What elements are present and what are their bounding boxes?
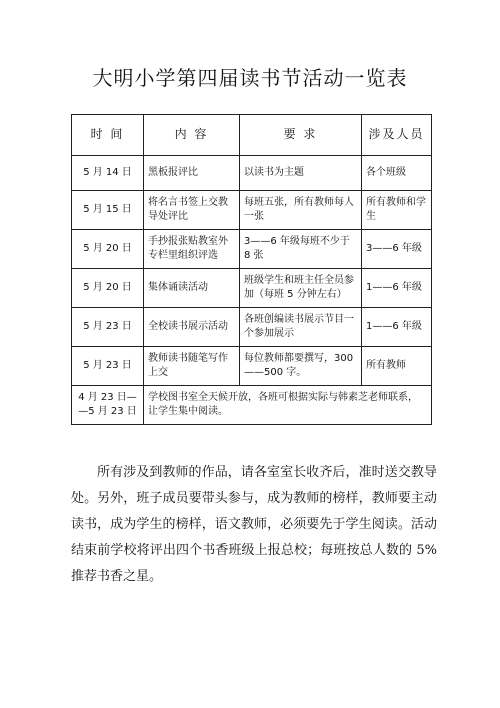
cell-date: 5 月 20 日 bbox=[72, 230, 144, 269]
table-row bbox=[72, 156, 432, 191]
table-row bbox=[72, 269, 432, 308]
cell-participants: 所有教师 bbox=[362, 347, 432, 386]
header-requirement: 要 求 bbox=[240, 115, 362, 156]
cell-requirement: 班级学生和班主任全员参加（每班 5 分钟左右） bbox=[240, 269, 362, 308]
cell-requirement: 各班创编读书展示节目一个参加展示 bbox=[240, 308, 362, 347]
header-date: 时 间 bbox=[72, 115, 144, 156]
cell-participants: 3——6 年级 bbox=[362, 230, 432, 269]
header-content: 内 容 bbox=[144, 115, 240, 156]
cell-requirement: 以读书为主题 bbox=[240, 156, 362, 191]
table-row bbox=[72, 347, 432, 386]
cell-content: 集体诵读活动 bbox=[144, 269, 240, 308]
cell-date: 5 月 14 日 bbox=[72, 156, 144, 191]
note-text: 学校图书室全天候开放，各班可根据实际与韩素芝老师联系，让学生集中阅读。 bbox=[144, 386, 432, 425]
note-date-end: —5 月 23 日 bbox=[78, 406, 137, 417]
table-row bbox=[72, 308, 432, 347]
table-row bbox=[72, 230, 432, 269]
cell-participants: 各个班级 bbox=[362, 156, 432, 191]
cell-content: 全校读书展示活动 bbox=[144, 308, 240, 347]
activity-table bbox=[71, 114, 432, 425]
cell-content: 黑板报评比 bbox=[144, 156, 240, 191]
cell-date: 5 月 23 日 bbox=[72, 347, 144, 386]
cell-content: 将名言书签上交教导处评比 bbox=[144, 191, 240, 230]
cell-date: 5 月 20 日 bbox=[72, 269, 144, 308]
cell-requirement: 3——6 年级每班不少于 8 张 bbox=[240, 230, 362, 269]
body-paragraph: 所有涉及到教师的作品，请各室室长收齐后，准时送交教导处。另外，班子成员要带头参与，成为教师的榜样，教师要主动读书，成为学生的榜样，语文教师，必须要先于学生阅读。活动结束前学校将评出四个书香班级上报总校；每班按总人数的 5%推荐书香之星。 bbox=[71, 465, 437, 584]
cell-date: 5 月 15 日 bbox=[72, 191, 144, 230]
cell-content: 手抄报张贴教室外专栏里组织评选 bbox=[144, 230, 240, 269]
table-header-row bbox=[72, 115, 432, 156]
cell-participants: 所有教师和学生 bbox=[362, 191, 432, 230]
table-note-row bbox=[72, 386, 432, 425]
cell-requirement: 每班五张，所有教师每人一张 bbox=[240, 191, 362, 230]
note-date-start: 4 月 23 日— bbox=[78, 391, 137, 403]
note-date-range bbox=[72, 386, 144, 425]
cell-requirement: 每位教师都要撰写，300——500 字。 bbox=[240, 347, 362, 386]
cell-date: 5 月 23 日 bbox=[72, 308, 144, 347]
header-participants: 涉及人员 bbox=[362, 115, 432, 156]
cell-participants: 1——6 年级 bbox=[362, 308, 432, 347]
cell-participants: 1——6 年级 bbox=[362, 269, 432, 308]
page-title: 大明小学第四届读书节活动一览表 bbox=[92, 66, 408, 90]
cell-content: 教师读书随笔写作上交 bbox=[144, 347, 240, 386]
table-row bbox=[72, 191, 432, 230]
